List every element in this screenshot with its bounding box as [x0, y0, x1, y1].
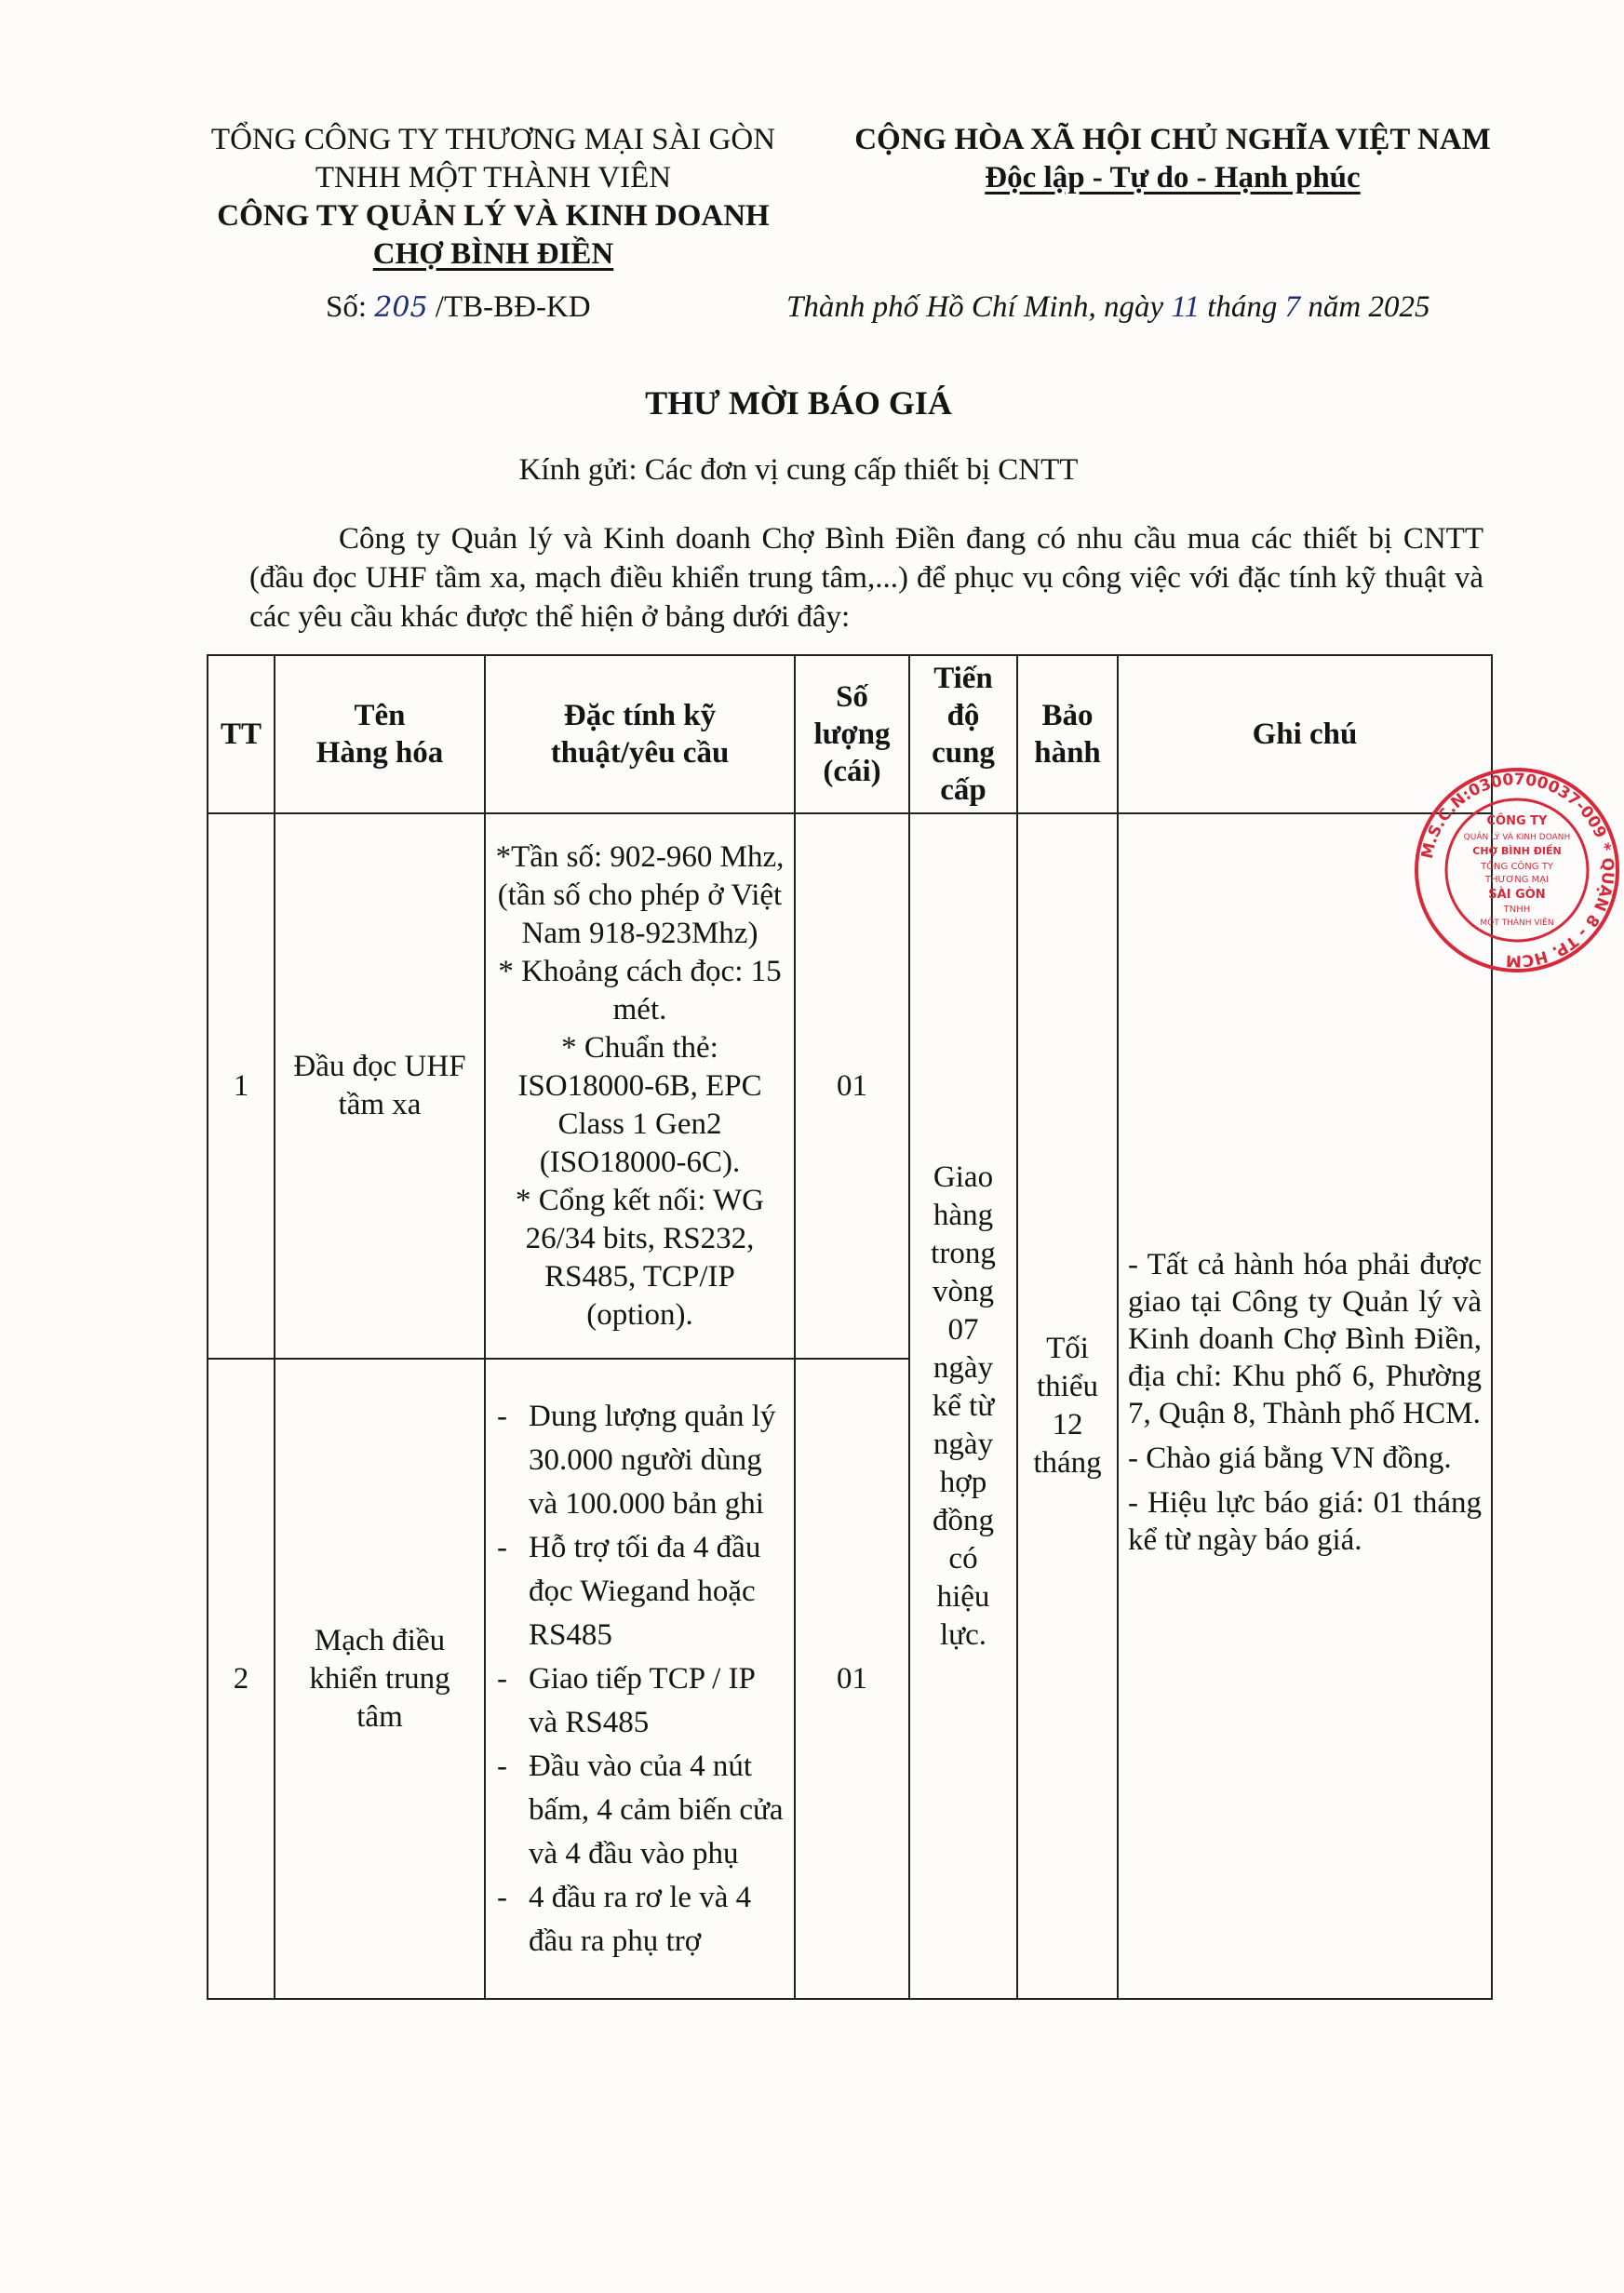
date-year: năm 2025 — [1308, 290, 1430, 324]
row-1-spec-line: * Khoảng cách đọc: 15 mét. — [498, 954, 782, 1026]
row-1-qty: 01 — [795, 813, 909, 1359]
org-line-1: TỔNG CÔNG TY THƯƠNG MẠI SÀI GÒN — [210, 123, 776, 156]
spec-bullet-text: Hỗ trợ tối đa 4 đầu đọc Wiegand hoặc RS485 — [529, 1530, 761, 1652]
date-day: 11 — [1171, 290, 1200, 324]
note-item: - Chào giá bằng VN đồng. — [1128, 1442, 1452, 1475]
row-1-spec — [485, 813, 795, 1359]
spec-bullet: - Dung lượng quản lý 30.000 người dùng và 100.000 bản ghi — [497, 1399, 776, 1521]
svg-text:SÀI GÒN: SÀI GÒN — [1488, 888, 1546, 902]
row-1-spec-line: * Chuẩn thẻ: ISO18000-6B, EPC Class 1 Gen2 (ISO18000-6C). — [517, 1030, 762, 1179]
row-2-spec — [485, 1359, 795, 1999]
table-header-row — [208, 655, 1492, 813]
row-1-spec-line: *Tần số: 902-960 Mhz, (tần số cho phép ở Việt Nam 918-923Mhz) — [495, 839, 785, 950]
national-header — [800, 121, 1545, 197]
intro-paragraph: Công ty Quản lý và Kinh doanh Chợ Bình Điền đang có nhu cầu mua các thiết bị CNTT (đầu đọc UHF tầm xa, mạch điều khiển trung tâm,...) để phục vụ công việc với đặc tính kỹ thuật và các yêu cầu khác được thể hiện ở bảng dưới đây: — [249, 522, 1483, 634]
row-1-name: Đầu đọc UHF tầm xa — [275, 813, 485, 1359]
company-seal — [1410, 763, 1624, 977]
header-schedule-line-3: cung — [932, 736, 995, 770]
document-reference — [326, 290, 591, 325]
header-qty-line-1: Số — [836, 680, 868, 714]
row-2-tt: 2 — [208, 1359, 275, 1999]
notes-cell — [1118, 813, 1492, 1999]
spec-bullet: - 4 đầu ra rơ le và 4 đầu ra phụ trợ — [497, 1880, 752, 1958]
header-qty — [795, 655, 909, 813]
schedule-cell: Giao hàng trong vòng 07 ngày kể từ ngày hợp đồng có hiệu lực. — [909, 813, 1017, 1999]
header-note: Ghi chú — [1118, 655, 1492, 813]
header-qty-line-2: lượng — [813, 717, 891, 751]
spec-bullet: - Đầu vào của 4 nút bấm, 4 cảm biến cửa và 4 đầu vào phụ — [497, 1749, 784, 1871]
greeting: Kính gửi: Các đơn vị cung cấp thiết bị CNTT — [518, 453, 1079, 487]
reference-prefix: Số: — [326, 290, 368, 324]
date-month: 7 — [1284, 290, 1301, 324]
organization-header — [168, 121, 819, 274]
spec-bullet: - Giao tiếp TCP / IP và RS485 — [497, 1661, 755, 1739]
spec-bullet-text: 4 đầu ra rơ le và 4 đầu ra phụ trợ — [529, 1880, 752, 1958]
seal-outer-text: M.S.C.N:0300700037-009 * QUẬN 8 - TP. HCM — [1417, 770, 1617, 971]
reference-suffix: /TB-BĐ-KD — [435, 290, 591, 324]
warranty-cell: Tối thiểu 12 tháng — [1017, 813, 1118, 1999]
header-warranty-line-1: Bảo — [1041, 699, 1094, 732]
row-2-qty: 01 — [795, 1359, 909, 1999]
row-2-name: Mạch điều khiển trung tâm — [275, 1359, 485, 1999]
org-line-4: CHỢ BÌNH ĐIỀN — [372, 237, 614, 271]
reference-number: 205 — [374, 291, 428, 324]
header-spec-line-1: Đặc tính kỹ — [563, 699, 717, 732]
svg-text:TNHH: TNHH — [1503, 905, 1531, 915]
row-1-spec-line: * Cổng kết nối: WG 26/34 bits, RS232, RS485, TCP/IP (option). — [515, 1183, 765, 1332]
note-item: - Hiệu lực báo giá: 01 tháng kể từ ngày báo giá. — [1128, 1486, 1482, 1557]
header-warranty-line-2: hành — [1034, 736, 1101, 770]
row-1-tt: 1 — [208, 813, 275, 1359]
header-schedule-line-2: độ — [946, 699, 980, 732]
header-name-line-1: Tên — [354, 699, 406, 732]
goods-table — [207, 654, 1493, 2000]
spec-bullet-text: Dung lượng quản lý 30.000 người dùng và 100.000 bản ghi — [529, 1399, 776, 1521]
spec-bullet-text: Giao tiếp TCP / IP và RS485 — [529, 1661, 755, 1739]
svg-text:TỔNG CÔNG TY: TỔNG CÔNG TY — [1481, 862, 1553, 872]
header-schedule-line-4: cấp — [940, 773, 986, 807]
svg-text:QUẢN LÝ VÀ KINH DOANH: QUẢN LÝ VÀ KINH DOANH — [1463, 833, 1571, 842]
header-schedule-line-1: Tiến — [933, 662, 993, 695]
header-schedule — [909, 655, 1017, 813]
note-item: - Tất cả hành hóa phải được giao tại Công ty Quản lý và Kinh doanh Chợ Bình Điền, địa chỉ: Khu phố 6, Phường 7, Quận 8, Thành phố HCM. — [1128, 1248, 1482, 1430]
header-name — [275, 655, 485, 813]
table-row — [208, 813, 1492, 1359]
header-spec-line-2: thuật/yêu cầu — [550, 736, 730, 770]
header-spec — [485, 655, 795, 813]
nation-motto: Độc lập - Tự do - Hạnh phúc — [985, 161, 1361, 194]
spec-bullet-text: Đầu vào của 4 nút bấm, 4 cảm biến cửa và 4 đầu vào phụ — [529, 1749, 784, 1871]
document-title: THƯ MỜI BÁO GIÁ — [645, 384, 952, 422]
seal-inner-text — [1464, 813, 1571, 928]
date-line — [786, 290, 1430, 325]
svg-text:MỘT THÀNH VIÊN: MỘT THÀNH VIÊN — [1480, 919, 1554, 928]
date-month-label: tháng — [1207, 290, 1278, 324]
nation-line-1: CỘNG HÒA XÃ HỘI CHỦ NGHĨA VIỆT NAM — [854, 123, 1491, 156]
svg-text:CHỢ BÌNH ĐIỀN: CHỢ BÌNH ĐIỀN — [1472, 845, 1562, 857]
header-warranty — [1017, 655, 1118, 813]
svg-text:THƯƠNG MẠI: THƯƠNG MẠI — [1484, 875, 1550, 885]
header-tt: TT — [208, 655, 275, 813]
header-qty-line-3: (cái) — [823, 755, 881, 788]
svg-text:CÔNG TY: CÔNG TY — [1486, 814, 1548, 828]
date-prefix: Thành phố Hồ Chí Minh, ngày — [786, 290, 1164, 324]
spec-bullet: - Hỗ trợ tối đa 4 đầu đọc Wiegand hoặc RS485 — [497, 1530, 761, 1652]
row-2-spec-list — [493, 1395, 786, 1964]
header-name-line-2: Hàng hóa — [315, 736, 444, 770]
org-line-2: TNHH MỘT THÀNH VIÊN — [315, 161, 672, 194]
org-line-3: CÔNG TY QUẢN LÝ VÀ KINH DOANH — [217, 199, 770, 233]
